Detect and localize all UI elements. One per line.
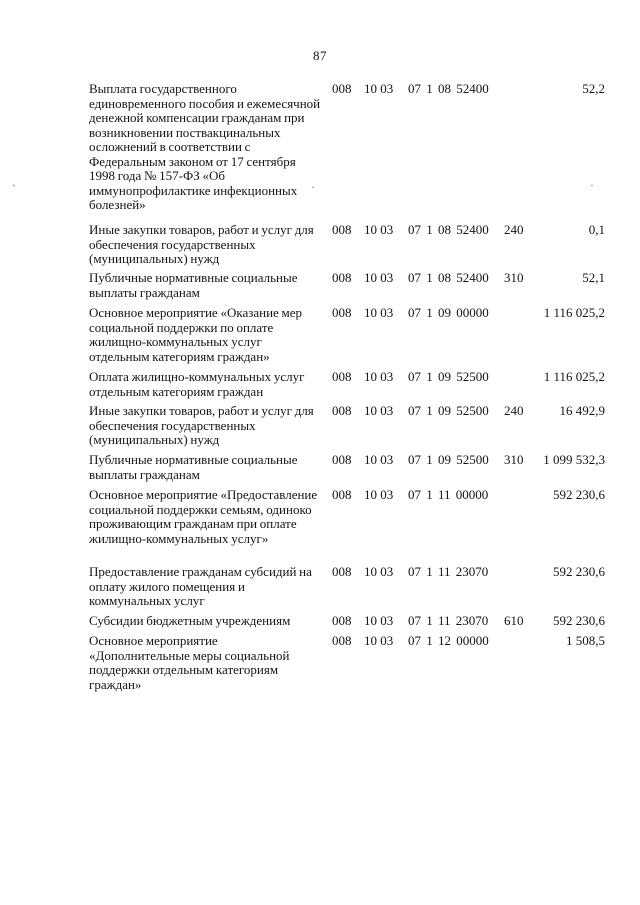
section-code: 10 03	[364, 633, 394, 648]
amount-value: 592 230,6	[553, 613, 605, 628]
ministry-code: 008	[332, 564, 352, 579]
section-code: 10 03	[364, 305, 394, 320]
ministry-code: 008	[332, 487, 352, 502]
table-row	[0, 223, 640, 271]
section-code: 10 03	[364, 487, 394, 502]
page-number: 87	[313, 48, 327, 63]
amount-value: 1 116 025,2	[543, 305, 605, 320]
amount-value: 1 116 025,2	[543, 369, 605, 384]
row-name: Основное мероприятие «Дополнительные меры социальной поддержки отдельным категориям граждан»	[89, 633, 290, 692]
row-name: Иные закупки товаров, работ и услуг для обеспечения государственных (муниципальных) нужд	[89, 403, 314, 447]
row-name: Субсидии бюджетным учреждениям	[89, 613, 291, 628]
target-item-code: 07 1 09 52500	[408, 369, 489, 384]
row-name: Основное мероприятие «Предоставление социальной поддержки семьям, одиноко проживающим гражданам при оплате жилищно-коммунальных услуг»	[89, 487, 318, 546]
table-row	[0, 82, 640, 223]
amount-value: 592 230,6	[553, 564, 605, 579]
table-row	[0, 634, 640, 698]
expense-type-code: 240	[504, 403, 524, 418]
table-row	[0, 565, 640, 614]
section-code: 10 03	[364, 222, 394, 237]
amount-value: 1 099 532,3	[543, 452, 605, 467]
ministry-code: 008	[332, 81, 352, 96]
expense-type-code: 310	[504, 270, 524, 285]
target-item-code: 07 1 08 52400	[408, 270, 489, 285]
row-name: Оплата жилищно-коммунальных услуг отдельным категориям граждан	[89, 369, 305, 399]
row-name: Публичные нормативные социальные выплаты гражданам	[89, 452, 298, 482]
table-row	[0, 614, 640, 634]
amount-value: 16 492,9	[559, 403, 605, 418]
amount-value: 0,1	[588, 222, 605, 237]
ministry-code: 008	[332, 369, 352, 384]
ministry-code: 008	[332, 305, 352, 320]
table-row	[0, 404, 640, 453]
ministry-code: 008	[332, 270, 352, 285]
target-item-code: 07 1 12 00000	[408, 633, 489, 648]
table-row	[0, 453, 640, 488]
row-name: Выплата государственного единовременного пособия и ежемесячной денежной компенсации гражданам при возникновении поствакцинальных осложнений в соответствии с Федеральным законом от 17 сентября 1998 года № 157-ФЗ «Об иммунопрофилактике инфекционных болезней»	[89, 81, 321, 212]
row-name: Иные закупки товаров, работ и услуг для обеспечения государственных (муниципальных) нужд	[89, 222, 314, 266]
amount-value: 1 508,5	[566, 633, 605, 648]
section-code: 10 03	[364, 270, 394, 285]
row-name: Основное мероприятие «Оказание мер социальной поддержки по оплате жилищно-коммунальных услуг отдельным категориям граждан»	[89, 305, 303, 364]
ministry-code: 008	[332, 403, 352, 418]
row-name: Предоставление гражданам субсидий на оплату жилого помещения и коммунальных услуг	[89, 564, 312, 608]
table-row	[0, 488, 640, 565]
row-name: Публичные нормативные социальные выплаты гражданам	[89, 270, 298, 300]
target-item-code: 07 1 11 00000	[408, 487, 489, 502]
section-code: 10 03	[364, 613, 394, 628]
target-item-code: 07 1 11 23070	[408, 564, 489, 579]
ministry-code: 008	[332, 222, 352, 237]
section-code: 10 03	[364, 452, 394, 467]
target-item-code: 07 1 09 52500	[408, 452, 489, 467]
scan-speck-left: ˋ	[12, 182, 16, 196]
budget-allocation-table	[0, 82, 640, 698]
target-item-code: 07 1 08 52400	[408, 81, 489, 96]
ministry-code: 008	[332, 613, 352, 628]
target-item-code: 07 1 08 52400	[408, 222, 489, 237]
target-item-code: 07 1 11 23070	[408, 613, 489, 628]
table-row	[0, 271, 640, 306]
expense-type-code: 310	[504, 452, 524, 467]
section-code: 10 03	[364, 403, 394, 418]
table-row	[0, 306, 640, 370]
ministry-code: 008	[332, 633, 352, 648]
expense-type-code: 240	[504, 222, 524, 237]
section-code: 10 03	[364, 81, 394, 96]
amount-value: 52,2	[582, 81, 605, 96]
section-code: 10 03	[364, 369, 394, 384]
expense-type-code: 610	[504, 613, 524, 628]
scan-speck-right: ·	[590, 178, 594, 192]
target-item-code: 07 1 09 52500	[408, 403, 489, 418]
ministry-code: 008	[332, 452, 352, 467]
amount-value: 592 230,6	[553, 487, 605, 502]
table-row	[0, 370, 640, 404]
amount-value: 52,1	[582, 270, 605, 285]
target-item-code: 07 1 09 00000	[408, 305, 489, 320]
section-code: 10 03	[364, 564, 394, 579]
scan-speck-mid: ·	[311, 180, 315, 194]
